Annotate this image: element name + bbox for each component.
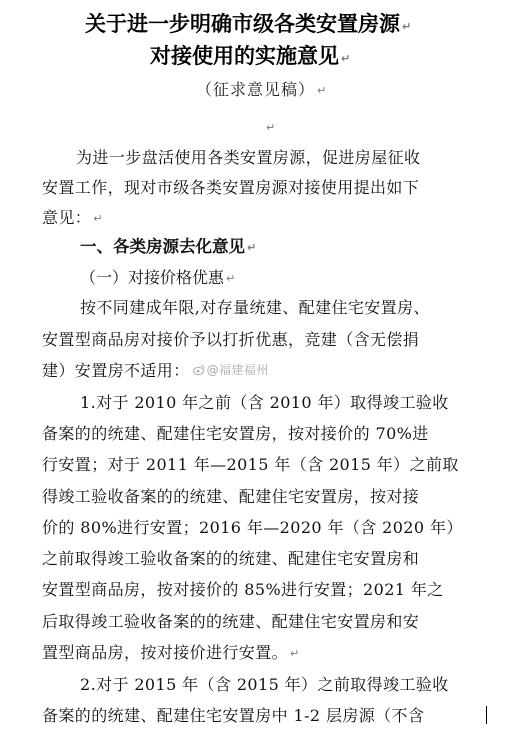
doc-title-line1-text: 关于进一步明确市级各类安置房源 [85, 12, 400, 36]
item2-line-1: 2.对于 2015 年（含 2015 年）之前取得竣工验收 [80, 675, 449, 694]
subsection-heading-1 [80, 270, 235, 286]
text-cursor [486, 706, 487, 724]
empty-paragraph [264, 119, 275, 135]
doc-subtitle-text: （征求意见稿） [196, 80, 316, 99]
para1-line-2: 安置型商品房对接价予以打折优惠，竞建（含无偿捐 [42, 330, 420, 349]
paragraph-mark-icon: ↵ [247, 241, 257, 254]
item1-line-1: 1.对于 2010 年之前（含 2010 年）取得竣工验收 [80, 393, 449, 412]
doc-subtitle [196, 82, 327, 98]
paragraph-mark-icon: ↵ [266, 121, 276, 134]
item1-line-5: 价的 80%进行安置；2016 年—2020 年（含 2020 年） [42, 518, 463, 537]
doc-title-line1 [85, 14, 411, 35]
doc-title-line2-text: 对接使用的实施意见 [150, 44, 339, 68]
paragraph-mark-icon: ↵ [290, 647, 300, 660]
item2-line-2: 备案的的统建、配建住宅安置房中 1-2 层房源（不含 [42, 706, 425, 725]
para1-line-1: 按不同建成年限,对存量统建、配建住宅安置房、 [80, 298, 430, 317]
item1-line-9-text: 置型商品房，按对接价进行安置。 [42, 643, 289, 662]
para1-line-3-text: 建）安置房不适用： [42, 361, 190, 380]
doc-title-line2 [150, 46, 350, 67]
paragraph-mark-icon: ↵ [402, 20, 412, 33]
weibo-logo-icon [193, 364, 205, 376]
intro-line-1: 为进一步盘活使用各类安置房源，促进房屋征收 [76, 148, 421, 167]
paragraph-mark-icon: ↵ [341, 52, 351, 65]
section-heading-1 [80, 239, 256, 256]
intro-line-2: 安置工作，现对市级各类安置房源对接使用提出如下 [42, 178, 420, 197]
paragraph-mark-icon: ↵ [93, 212, 103, 225]
item1-line-7: 安置型商品房，按对接价的 85%进行安置；2021 年之 [42, 580, 444, 599]
subsection-heading-1-text: （一）对接价格优惠 [80, 268, 225, 287]
item1-line-6: 之前取得竣工验收备案的的统建、配建住宅安置房和 [42, 549, 420, 568]
intro-line-3-text: 意见： [42, 208, 92, 227]
item1-line-2: 备案的的统建、配建住宅安置房，按对接价的 70%进 [42, 424, 429, 443]
item1-line-8: 后取得竣工验收备案的的统建、配建住宅安置房和安 [42, 612, 420, 631]
item1-line-9 [42, 645, 300, 661]
paragraph-mark-icon: ↵ [226, 272, 236, 285]
weibo-watermark [193, 364, 269, 376]
intro-line-3 [42, 210, 103, 226]
watermark-text: @福建福州 [206, 363, 269, 377]
item1-line-3: 行安置；对于 2011 年—2015 年（含 2015 年）之前取 [42, 455, 459, 474]
item1-line-4: 得竣工验收备案的的统建、配建住宅安置房，按对接 [42, 487, 420, 506]
paragraph-mark-icon: ↵ [317, 84, 328, 97]
para1-line-3 [42, 363, 269, 379]
section-heading-1-text: 一、各类房源去化意见 [80, 237, 245, 256]
